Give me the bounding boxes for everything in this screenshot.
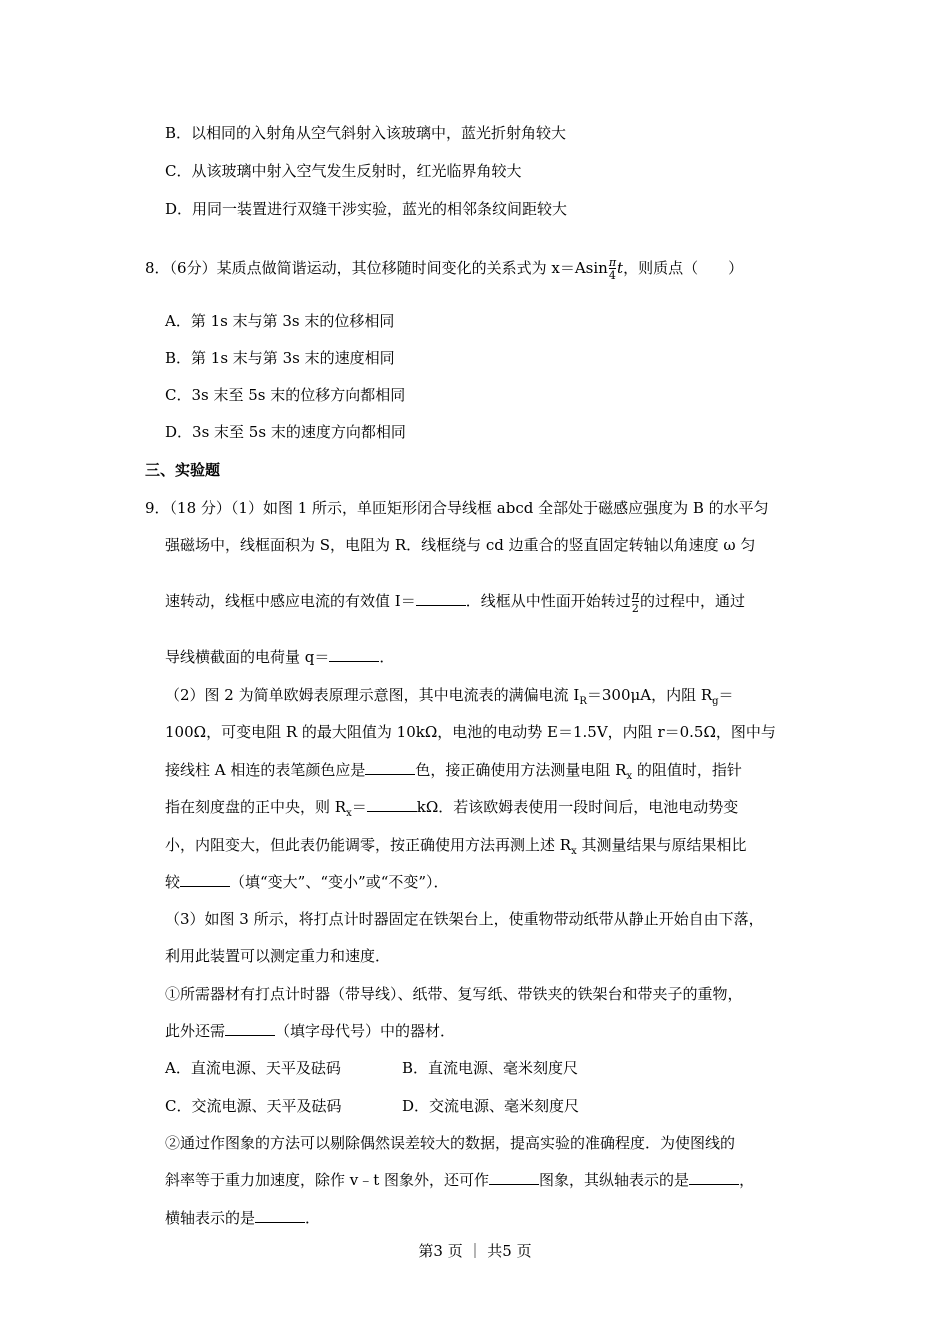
- q9-p1-l4-a: 导线横截面的电荷量 q＝: [165, 648, 330, 666]
- q9-p4-l3-a: 横轴表示的是: [165, 1209, 256, 1227]
- answer-blank-x-axis: [255, 1208, 305, 1223]
- q9-p3-line2: 利用此装置可以测定重力和速度．: [165, 947, 391, 965]
- q8-fraction: [609, 257, 616, 281]
- q8-option-a: A．第 1s 末与第 3s 末的位移相同: [165, 312, 395, 330]
- q9-p2-l5-a: 小，内阻变大，但此表仍能调零，按正确使用方法再测上述 R: [165, 836, 572, 854]
- q9-p1-l3-b: ．线框从中性面开始转过: [465, 592, 631, 610]
- q8-frac-den: 4: [608, 269, 616, 282]
- q9-p1-l3-c: 的过程中，通过: [639, 592, 745, 610]
- page-footer: 第3 页 ｜ 共5 页: [418, 1242, 532, 1260]
- q9-p2-l3-b: 色，接正确使用方法测量电阻 R: [415, 761, 627, 779]
- q9-p3-l4-a: 此外还需: [165, 1022, 226, 1040]
- q8-stem-pre: 8．（6分）某质点做简谐运动，其位移随时间变化的关系式为 x＝Asin: [145, 259, 608, 277]
- q9-p2-l5-b: 其测量结果与原结果相比: [576, 836, 747, 854]
- q9-p1-l4-b: ．: [379, 648, 395, 666]
- q8-frac-num: π: [608, 256, 617, 269]
- q9-p3-l4-b: （填字母代号）中的器材．: [275, 1022, 456, 1040]
- answer-blank-y-axis: [689, 1170, 739, 1185]
- q8-stem-post: ，则质点（ ）: [623, 259, 744, 277]
- q9-frac-num: π: [631, 589, 639, 602]
- q7-option-c: C．从该玻璃中射入空气发生反射时，红光临界角较大: [165, 162, 522, 180]
- q9-p1-line2: 强磁场中，线框面积为 S，电阻为 R．线框绕与 cd 边重合的竖直固定转轴以角速度 ω 匀: [165, 536, 756, 554]
- q9-p2-line1: [165, 685, 734, 712]
- answer-blank-resistance: [367, 797, 417, 812]
- q9-p3-line3: ①所需器材有打点计时器（带导线）、纸带、复写纸、带铁夹的铁架台和带夹子的重物，: [165, 985, 743, 1003]
- q9-p4-l2-c: ，: [739, 1171, 755, 1189]
- q7-option-b: B．以相同的入射角从空气斜射入该玻璃中，蓝光折射角较大: [165, 124, 567, 142]
- q9-option-a: A．直流电源、天平及砝码: [165, 1059, 341, 1077]
- q7-option-d: D．用同一装置进行双缝干涉实验，蓝光的相邻条纹间距较大: [165, 200, 568, 218]
- answer-blank-graph: [489, 1170, 539, 1185]
- q9-p2-l5-sub: x: [571, 846, 577, 857]
- q9-option-b: B．直流电源、毫米刻度尺: [402, 1059, 579, 1077]
- q8-stem-var: t: [617, 259, 624, 277]
- q9-p1-line4: [165, 647, 394, 667]
- q9-p4-line2: [165, 1170, 754, 1190]
- q9-p2-l1-c: ＝: [718, 686, 734, 704]
- q9-p2-l1-sub1: R: [579, 696, 587, 707]
- q9-p1-line3: [165, 590, 745, 614]
- answer-blank-charge: [329, 647, 379, 662]
- answer-blank-current: [416, 591, 466, 606]
- answer-blank-compare: [180, 872, 230, 887]
- q9-p3-line4: [165, 1021, 455, 1041]
- answer-blank-equipment: [225, 1021, 275, 1036]
- q9-p1-line1: 9．（18 分）（1）如图 1 所示，单匝矩形闭合导线框 abcd 全部处于磁感应强度为 B 的水平匀: [145, 499, 769, 517]
- q9-p2-line5: [165, 835, 747, 862]
- q8-stem: [145, 257, 743, 281]
- section-heading: 三、实验题: [145, 461, 221, 479]
- q9-p3-line1: （3）如图 3 所示，将打点计时器固定在铁架台上，使重物带动纸带从静止开始自由下落，: [165, 910, 764, 928]
- q9-p2-l6-a: 较: [165, 873, 181, 891]
- q9-frac-den: 2: [631, 602, 639, 615]
- q9-p4-line1: ②通过作图象的方法可以剔除偶然误差较大的数据，提高实验的准确程度．为使图线的: [165, 1134, 736, 1152]
- q9-p2-l4-sub: x: [346, 808, 352, 819]
- q9-p2-l3-c: 的阻值时，指针: [632, 761, 742, 779]
- q8-option-c: C．3s 末至 5s 末的位移方向都相同: [165, 386, 406, 404]
- q9-p2-l4-b: ＝: [351, 798, 367, 816]
- q9-p2-line4: [165, 797, 738, 824]
- q9-p4-line3: [165, 1208, 320, 1228]
- q9-p4-l2-a: 斜率等于重力加速度，除作 v﹣t 图象外，还可作: [165, 1171, 490, 1189]
- q9-p2-l1-a: （2）图 2 为简单欧姆表原理示意图，其中电流表的满偏电流 I: [165, 686, 580, 704]
- q9-p2-l4-a: 指在刻度盘的正中央，则 R: [165, 798, 347, 816]
- q9-p1-l3-a: 速转动，线框中感应电流的有效值 I＝: [165, 592, 416, 610]
- q9-p2-l3-sub: x: [626, 771, 633, 782]
- q9-p4-l2-b: 图象，其纵轴表示的是: [539, 1171, 690, 1189]
- q9-p2-line6: [165, 872, 449, 892]
- q8-option-d: D．3s 末至 5s 末的速度方向都相同: [165, 423, 406, 441]
- q9-fraction: [632, 590, 639, 614]
- q9-p2-l4-c: kΩ．若该欧姆表使用一段时间后，电池电动势变: [416, 798, 739, 816]
- q9-p4-l3-b: ．: [305, 1209, 321, 1227]
- q9-option-d: D．交流电源、毫米刻度尺: [402, 1097, 580, 1115]
- q9-p2-l3-a: 接线柱 A 相连的表笔颜色应是: [165, 761, 366, 779]
- answer-blank-color: [365, 760, 415, 775]
- q9-p2-line3: [165, 760, 742, 787]
- q9-p2-line2: 100Ω，可变电阻 R 的最大阻值为 10kΩ，电池的电动势 E＝1.5V，内阻 r＝0.5Ω，图中与: [165, 723, 776, 741]
- q8-option-b: B．第 1s 末与第 3s 末的速度相同: [165, 349, 395, 367]
- q9-p2-l1-b: ＝300μA，内阻 R: [586, 686, 713, 704]
- q9-option-c: C．交流电源、天平及砝码: [165, 1097, 342, 1115]
- q9-p2-l1-sub2: g: [712, 696, 719, 707]
- q9-p2-l6-b: （填“变大”、“变小”或“不变”）．: [230, 873, 449, 891]
